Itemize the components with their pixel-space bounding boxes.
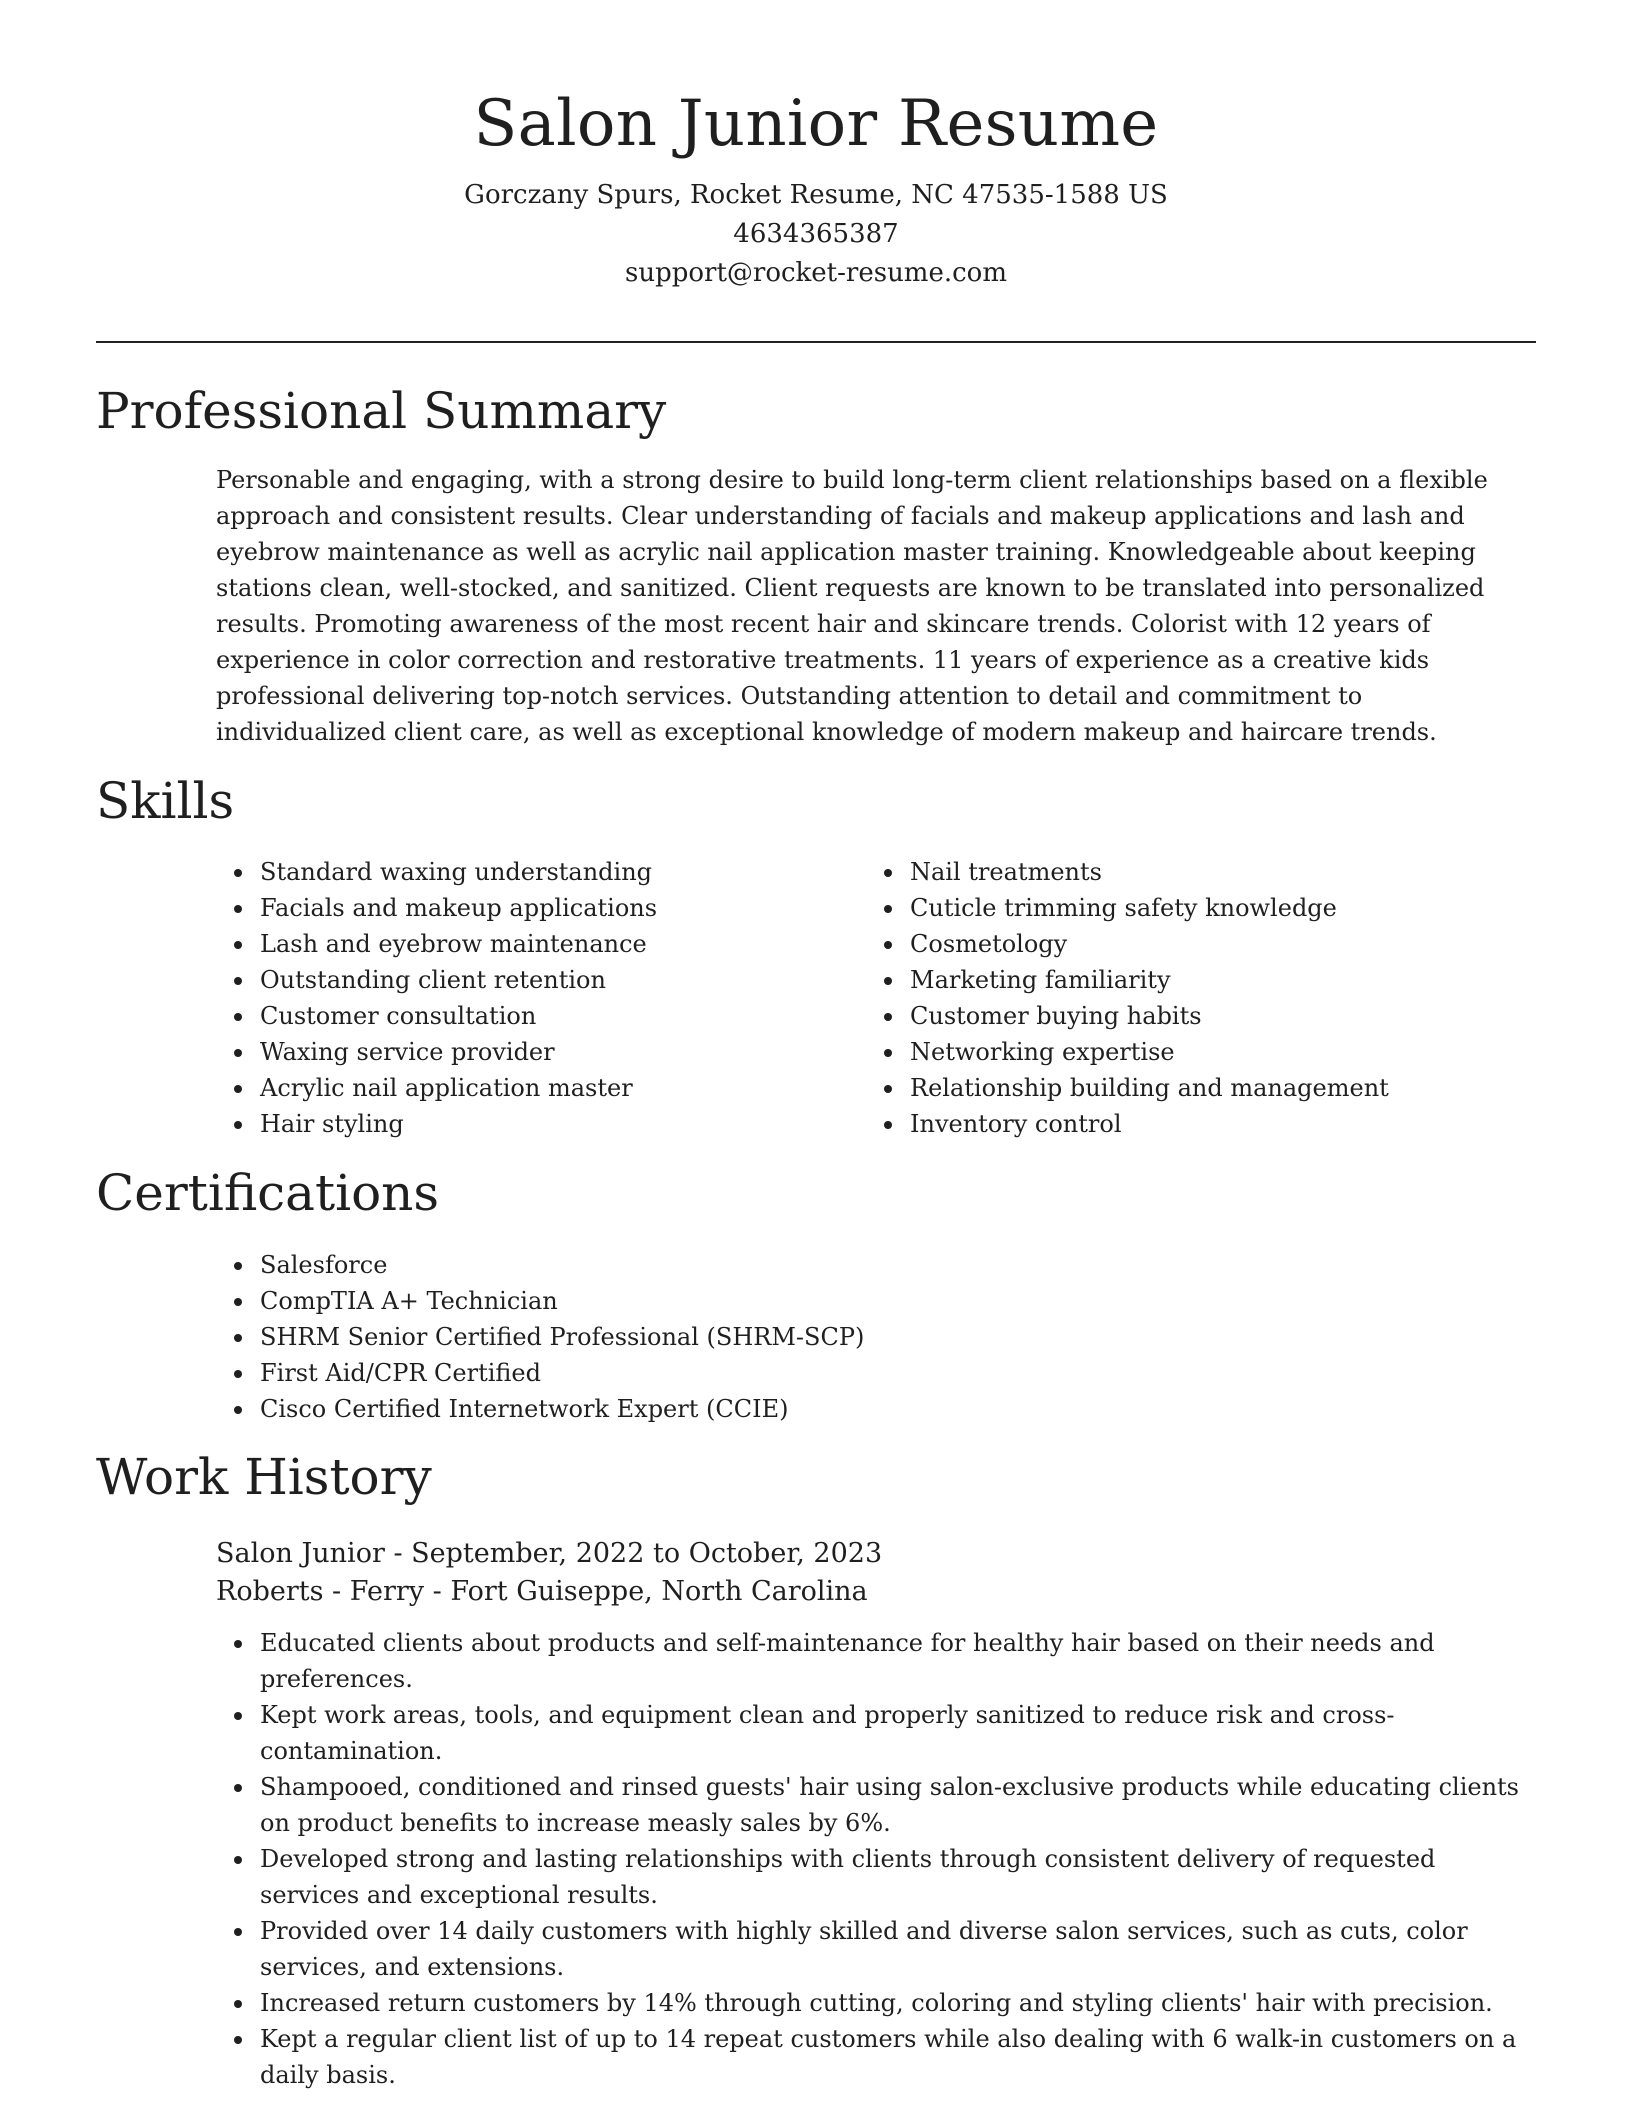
certification-item: Salesforce [260, 1247, 1516, 1283]
job-bullet: Shampooed, conditioned and rinsed guests' hair using salon-exclusive products while educating clients on product benefits to increase measly sales by 6%. [260, 1769, 1540, 1841]
skills-left-items [216, 854, 836, 1142]
job-bullet: Educated clients about products and self-maintenance for healthy hair based on their needs and preferences. [260, 1625, 1540, 1697]
certifications-items [216, 1247, 1516, 1427]
skill-item: Cuticle trimming safety knowledge [910, 890, 1526, 926]
certifications-list [216, 1247, 1516, 1427]
skill-item: Lash and eyebrow maintenance [260, 926, 836, 962]
skill-item: Facials and makeup applications [260, 890, 836, 926]
skill-item: Relationship building and management [910, 1070, 1526, 1106]
job-bullet: Kept work areas, tools, and equipment clean and properly sanitized to reduce risk and cross-contamination. [260, 1697, 1540, 1769]
certification-item: CompTIA A+ Technician [260, 1283, 1516, 1319]
skill-item: Networking expertise [910, 1034, 1526, 1070]
job-bullet-items [216, 1625, 1540, 2093]
job-location: - Fort Guiseppe, North Carolina [424, 1576, 868, 1607]
resume-header [96, 82, 1536, 293]
skill-item: Waxing service provider [260, 1034, 836, 1070]
job-company-line [216, 1573, 1536, 1611]
skill-item: Inventory control [910, 1106, 1526, 1142]
section-title-certifications: Certifications [96, 1164, 440, 1222]
job-bullet: Increased return customers by 14% through cutting, coloring and styling clients' hair with precision. [260, 1985, 1540, 2021]
header-divider [96, 341, 1536, 343]
skills-list-right [866, 854, 1526, 1142]
contact-phone: 4634365387 [733, 219, 899, 249]
section-title-summary: Professional Summary [96, 382, 667, 440]
contact-block [96, 176, 1536, 293]
job-bullet: Developed strong and lasting relationships with clients through consistent delivery of requested services and exceptional results. [260, 1841, 1540, 1913]
certification-item: First Aid/CPR Certified [260, 1355, 1516, 1391]
certification-item: Cisco Certified Internetwork Expert (CCIE) [260, 1391, 1516, 1427]
section-title-skills: Skills [96, 772, 235, 830]
skill-item: Hair styling [260, 1106, 836, 1142]
summary-text: Personable and engaging, with a strong desire to build long-term client relationships based on a flexible approach and consistent results. Clear understanding of facials and makeup applications and lash and eyebrow maintenance as well as acrylic nail application master training. Knowledgeable about keeping stations clean, well-stocked, and sanitized. Client requests are known to be translated into personalized results. Promoting awareness of the most recent hair and skincare trends. Colorist with 12 years of experience in color correction and restorative treatments. 11 years of experience as a creative kids professional delivering top-notch services. Outstanding attention to detail and commitment to individualized client care, as well as exceptional knowledge of modern makeup and haircare trends. [216, 466, 1488, 746]
skill-item: Acrylic nail application master [260, 1070, 836, 1106]
job-dates: - September, 2022 to October, 2023 [384, 1538, 883, 1569]
skill-item: Marketing familiarity [910, 962, 1526, 998]
certification-item: SHRM Senior Certified Professional (SHRM-SCP) [260, 1319, 1516, 1355]
resume-title: Salon Junior Resume [473, 87, 1159, 161]
contact-email: support@rocket-resume.com [624, 258, 1007, 288]
skills-list-left [216, 854, 836, 1142]
skill-item: Customer buying habits [910, 998, 1526, 1034]
job-title-line [216, 1535, 1536, 1573]
skill-item: Customer consultation [260, 998, 836, 1034]
job-bullet: Kept a regular client list of up to 14 repeat customers while also dealing with 6 walk-in customers on a daily basis. [260, 2021, 1540, 2093]
job-company: Roberts - Ferry [216, 1576, 425, 1607]
job-header [216, 1535, 1536, 1611]
skill-item: Cosmetology [910, 926, 1526, 962]
skill-item: Standard waxing understanding [260, 854, 836, 890]
job-bullet: Provided over 14 daily customers with highly skilled and diverse salon services, such as cuts, color services, and extensions. [260, 1913, 1540, 1985]
skill-item: Nail treatments [910, 854, 1526, 890]
job-position: Salon Junior [216, 1538, 385, 1569]
skills-right-items [866, 854, 1526, 1142]
job-bullets [216, 1625, 1540, 2093]
section-title-work-history: Work History [96, 1448, 432, 1506]
skill-item: Outstanding client retention [260, 962, 836, 998]
contact-address: Gorczany Spurs, Rocket Resume, NC 47535-1588 US [464, 180, 1168, 210]
